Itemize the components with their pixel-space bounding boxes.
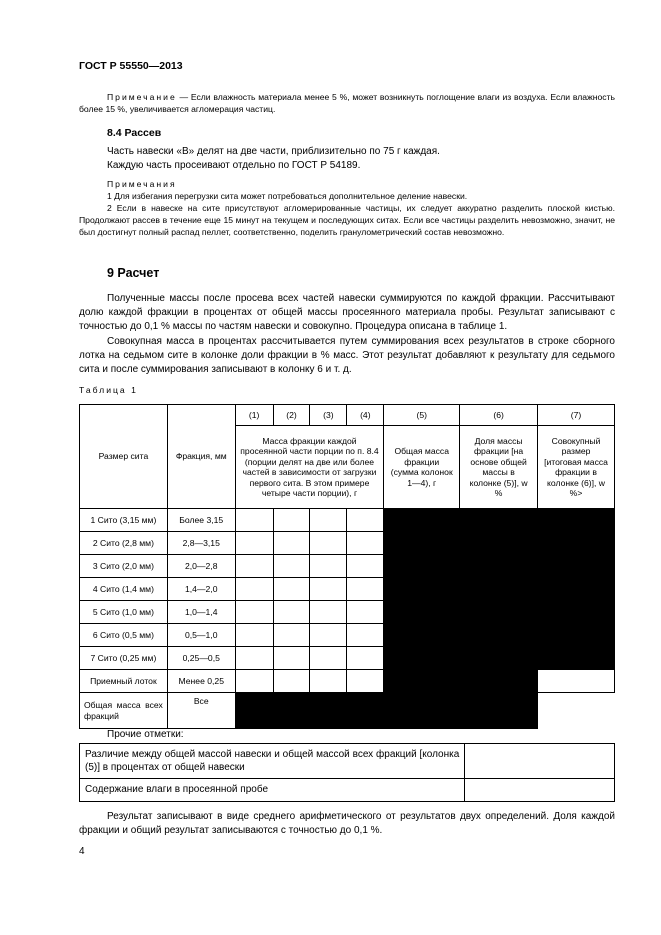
- fraction-cell: Менее 0,25: [167, 670, 235, 693]
- header-sieve: Размер сита: [80, 405, 168, 509]
- mass-cell: [310, 647, 347, 670]
- col-num-4: (4): [347, 405, 384, 426]
- mass-cell: [347, 532, 384, 555]
- other-value-cell: [465, 779, 615, 802]
- fraction-cell: 2,8—3,15: [167, 532, 235, 555]
- fraction-cell: 1,0—1,4: [167, 601, 235, 624]
- col-num-7: (7): [538, 405, 615, 426]
- fraction-cell: 0,5—1,0: [167, 624, 235, 647]
- mass-cell: [235, 624, 273, 647]
- document-header: ГОСТ Р 55550—2013: [79, 60, 183, 72]
- sieve-cell: 6 Сито (0,5 мм): [80, 624, 168, 647]
- table-1: [79, 404, 615, 729]
- sieve-cell: 1 Сито (3,15 мм): [80, 509, 168, 532]
- mass-cell: [273, 578, 310, 601]
- mass-cell: [310, 601, 347, 624]
- note-moisture: [79, 91, 615, 115]
- blacked-out-area: [235, 693, 537, 729]
- mass-cell: [235, 601, 273, 624]
- mass-cell: [273, 532, 310, 555]
- table-caption: Таблица 1: [79, 385, 138, 395]
- blacked-out-area: [384, 670, 538, 693]
- empty-cell: [538, 693, 615, 729]
- total-label: Общая масса всех фракций: [80, 693, 168, 729]
- mass-cell: [347, 647, 384, 670]
- sieve-cell: 3 Сито (2,0 мм): [80, 555, 168, 578]
- mass-cell: [235, 578, 273, 601]
- other-row-moisture: Содержание влаги в просеянной пробе: [80, 779, 465, 802]
- fraction-cell: 0,25—0,5: [167, 647, 235, 670]
- mass-cell: [273, 624, 310, 647]
- blacked-out-area: [384, 509, 615, 670]
- mass-cell: [310, 555, 347, 578]
- mass-cell: [273, 647, 310, 670]
- header-share: Доля массы фракции [на основе общей массы в колонке (5)], w %: [460, 426, 538, 509]
- mass-cell: [347, 670, 384, 693]
- mass-cell: [347, 509, 384, 532]
- mass-cell: [235, 532, 273, 555]
- header-total: Общая масса фракции (сумма колонок 1—4), г: [384, 426, 460, 509]
- cumulative-cell: [538, 670, 615, 693]
- col-num-2: (2): [273, 405, 310, 426]
- note-2: 2 Если в навеске на сите присутствуют агломерированные частицы, их следует аккуратно разделить плоской кистью. Продолжают рассев в течение еще 15 минут на текущем и последующих ситах. Если все частицы разделить невозможно, значит, не был достигнут полный распад пеллет, соответственно, поделить гранулометрический состав невозможно.: [79, 203, 615, 238]
- section-9-para2: Совокупная масса в процентах рассчитывается путем суммирования всех результатов в строке сборного лотка на седьмом сите в колонке доли фракции в % масс. Этот результат добавляют к результату для седьмого сита и после суммирования записывают в колонку 6 и т. д.: [79, 336, 615, 376]
- header-mass: Масса фракции каждой просеянной части порции по п. 8.4 (порции делят на две или более частей в зависимости от загрузки первого сита. В этом примере четыре части порции), г: [235, 426, 384, 509]
- section-9-para1: Полученные массы после просева всех частей навески суммируются по каждой фракции. Рассчитывают долю каждой фракции в процентах от общей массы просеянного материала пробы. Результат записывают с точностью до 0,1 % массы по частям навески и совокупно. Процедура описана в таблице 1.: [79, 293, 615, 333]
- col-num-6: (6): [460, 405, 538, 426]
- mass-cell: [310, 578, 347, 601]
- mass-cell: [347, 578, 384, 601]
- section-8-4-line2: Каждую часть просеивают отдельно по ГОСТ Р 54189.: [107, 160, 361, 171]
- fraction-cell: 2,0—2,8: [167, 555, 235, 578]
- section-9-title: 9 Расчет: [107, 266, 160, 280]
- header-cumulative: Совокупный размер [итоговая масса фракции в колонке (6)], w %>: [538, 426, 615, 509]
- sieve-cell: 5 Сито (1,0 мм): [80, 601, 168, 624]
- mass-cell: [273, 670, 310, 693]
- notes-label: Примечания: [107, 179, 177, 189]
- mass-cell: [310, 624, 347, 647]
- note-label: Примечание: [107, 92, 177, 102]
- total-fraction: Все: [167, 693, 235, 729]
- other-notes-table: [79, 743, 615, 802]
- mass-cell: [273, 555, 310, 578]
- other-row-difference: Различие между общей массой навески и общей массой всех фракций [колонка (5)] в процентах от общей навески: [80, 744, 465, 779]
- col-num-5: (5): [384, 405, 460, 426]
- mass-cell: [273, 601, 310, 624]
- sieve-cell: Приемный лоток: [80, 670, 168, 693]
- mass-cell: [273, 509, 310, 532]
- sieve-cell: 2 Сито (2,8 мм): [80, 532, 168, 555]
- other-notes-title: Прочие отметки:: [107, 729, 184, 740]
- mass-cell: [235, 647, 273, 670]
- fraction-cell: 1,4—2,0: [167, 578, 235, 601]
- mass-cell: [235, 509, 273, 532]
- other-value-cell: [465, 744, 615, 779]
- section-8-4-title: 8.4 Рассев: [107, 127, 162, 139]
- sieve-cell: 4 Сито (1,4 мм): [80, 578, 168, 601]
- mass-cell: [310, 670, 347, 693]
- header-fraction: Фракция, мм: [167, 405, 235, 509]
- sieve-cell: 7 Сито (0,25 мм): [80, 647, 168, 670]
- section-8-4-line1: Часть навески «В» делят на две части, приблизительно по 75 г каждая.: [107, 146, 440, 157]
- mass-cell: [235, 555, 273, 578]
- page-number: 4: [79, 846, 85, 857]
- col-num-1: (1): [235, 405, 273, 426]
- mass-cell: [235, 670, 273, 693]
- final-paragraph: Результат записывают в виде среднего арифметического от результатов двух определений. Доля каждой фракции и общий результат записываются с точностью до 0,1 %.: [79, 811, 615, 837]
- mass-cell: [347, 601, 384, 624]
- fraction-cell: Более 3,15: [167, 509, 235, 532]
- mass-cell: [347, 555, 384, 578]
- mass-cell: [310, 532, 347, 555]
- mass-cell: [310, 509, 347, 532]
- mass-cell: [347, 624, 384, 647]
- note-1: 1 Для избегания перегрузки сита может потребоваться дополнительное деление навески.: [107, 191, 468, 201]
- col-num-3: (3): [310, 405, 347, 426]
- note-text: — Если влажность материала менее 5 %, может возникнуть поглощение влаги из воздуха. Если влажность более 15 %, увеличивается агломерация частиц.: [79, 92, 615, 115]
